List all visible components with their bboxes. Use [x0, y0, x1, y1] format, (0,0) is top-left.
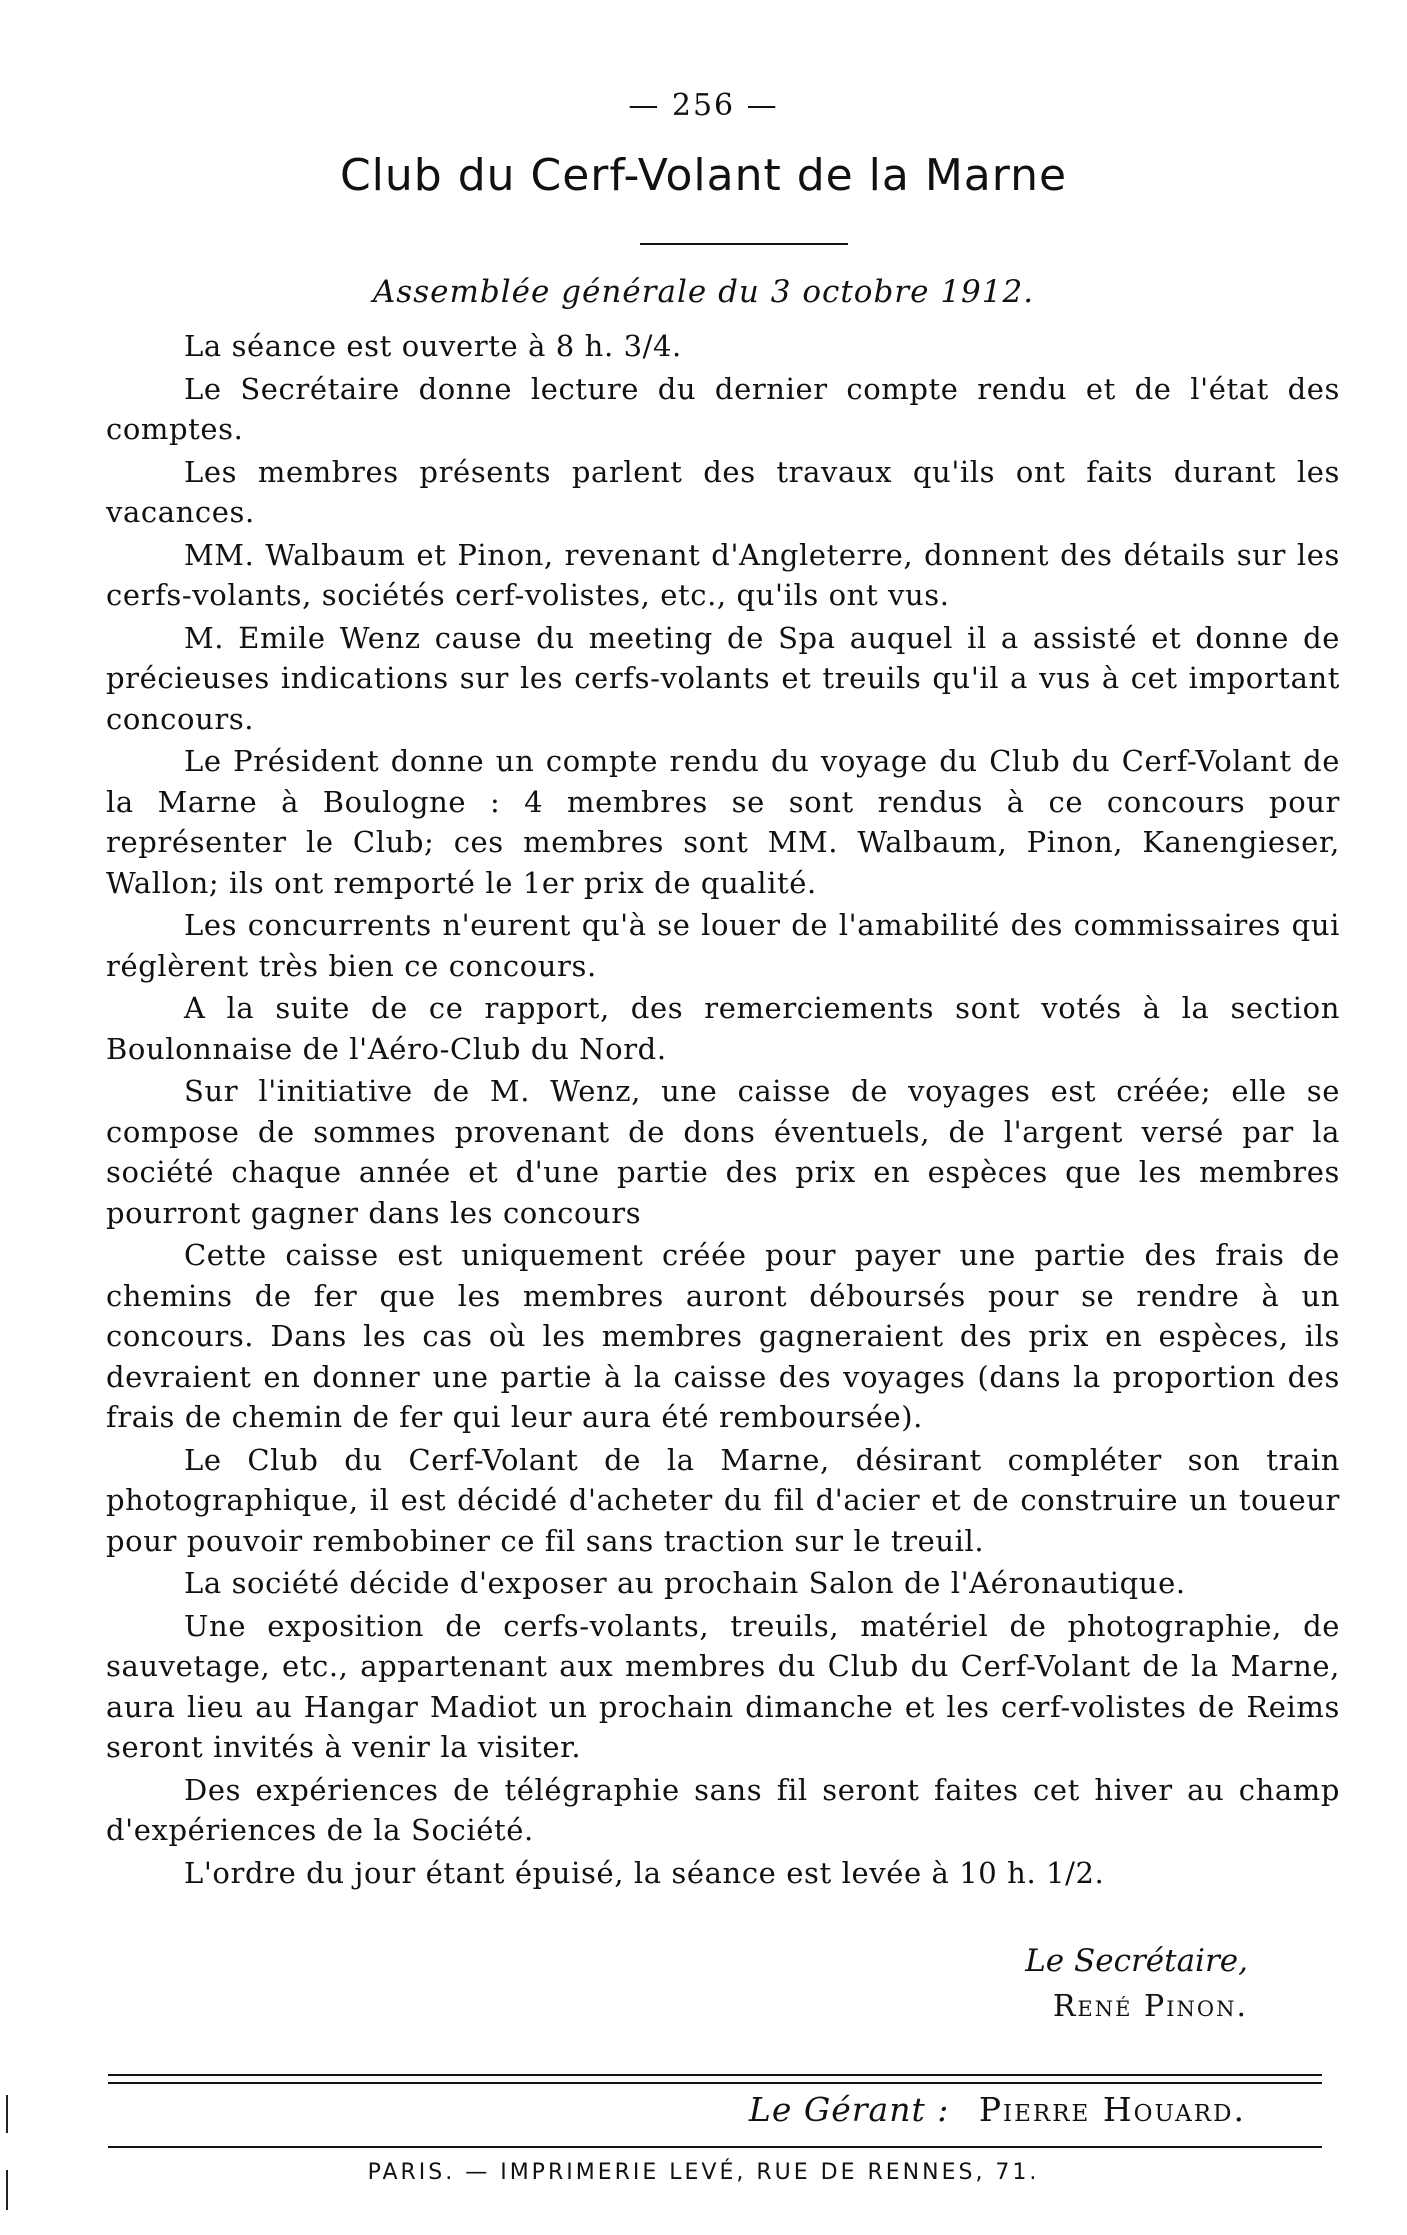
imprint-rule	[108, 2146, 1322, 2148]
paragraph: M. Emile Wenz cause du meeting de Spa auquel il a assisté et donne de précieuses indications sur les cerfs-volants et treuils qu'il a vus à cet important concours.	[106, 620, 1340, 736]
paragraph: Le Secrétaire donne lecture du dernier compte rendu et de l'état des comptes.	[106, 371, 1340, 446]
paragraph: A la suite de ce rapport, des remerciements sont votés à la section Boulonnaise de l'Aéro-Club du Nord.	[106, 991, 1340, 1066]
paragraph: Une exposition de cerfs-volants, treuils, matériel de photographie, de sauvetage, etc., appartenant aux membres du Club du Cerf-Volant de la Marne, aura lieu au Hangar Madiot un prochain dimanche et les cerf-volistes de Reims seront invités à venir la visiter.	[106, 1608, 1340, 1764]
page-title: Club du Cerf-Volant de la Marne	[339, 150, 1068, 201]
signature-role: Le Secrétaire,	[1025, 1943, 1248, 1979]
printer-imprint: PARIS. — IMPRIMERIE LEVÉ, RUE DE RENNES, 71.	[367, 2160, 1040, 2185]
signature-name: René Pinon.	[1052, 1989, 1248, 2024]
paragraph: Sur l'initiative de M. Wenz, une caisse de voyages est créée; elle se compose de sommes provenant de dons éventuels, de l'argent versé par la société chaque année et d'une partie des prix en espèces que les membres pourront gagner dans les concours	[106, 1074, 1340, 1230]
paragraph: Le Club du Cerf-Volant de la Marne, désirant compléter son train photographique, il est décidé d'acheter du fil d'acier et de construire un toueur pour pouvoir rembobiner ce fil sans traction sur le treuil.	[106, 1442, 1340, 1558]
gerant-line	[0, 2090, 1246, 2129]
scan-edge-mark	[6, 2095, 8, 2133]
footer-rule-upper	[108, 2074, 1322, 2076]
page-number: — 256 —	[628, 88, 779, 123]
minutes-body	[106, 326, 1340, 1895]
paragraph: La société décide d'exposer au prochain Salon de l'Aéronautique.	[184, 1566, 1186, 1600]
paragraph: La séance est ouverte à 8 h. 3/4.	[184, 329, 682, 363]
footer-rule-lower	[108, 2082, 1322, 2084]
paragraph: Des expériences de télégraphie sans fil seront faites cet hiver au champ d'expériences de la Société.	[106, 1772, 1340, 1847]
paragraph: MM. Walbaum et Pinon, revenant d'Angleterre, donnent des détails sur les cerfs-volants, sociétés cerf-volistes, etc., qu'ils ont vus.	[106, 537, 1340, 612]
paragraph: Le Président donne un compte rendu du voyage du Club du Cerf-Volant de la Marne à Boulogne : 4 membres se sont rendus à ce concours pour représenter le Club; ces membres sont MM. Walbaum, Pinon, Kanengieser, Wallon; ils ont remporté le 1er prix de qualité.	[106, 744, 1340, 900]
paragraph: Cette caisse est uniquement créée pour payer une partie des frais de chemins de fer que les membres auront déboursés pour se rendre à un concours. Dans les cas où les membres gagneraient des prix en espèces, ils devraient en donner une partie à la caisse des voyages (dans la proportion des frais de chemin de fer qui leur aura été remboursée).	[106, 1238, 1340, 1434]
gerant-label: Le Gérant :	[748, 2090, 950, 2129]
meeting-subtitle: Assemblée générale du 3 octobre 1912.	[372, 274, 1035, 310]
title-divider	[640, 243, 848, 245]
paragraph: Les membres présents parlent des travaux qu'ils ont faits durant les vacances.	[106, 454, 1340, 529]
paragraph: L'ordre du jour étant épuisé, la séance est levée à 10 h. 1/2.	[184, 1855, 1105, 1890]
signature-block	[0, 1938, 1248, 2030]
gerant-name: Pierre Houard.	[978, 2090, 1246, 2129]
scan-edge-mark	[6, 2170, 8, 2210]
paragraph: Les concurrents n'eurent qu'à se louer de l'amabilité des commissaires qui réglèrent très bien ce concours.	[106, 908, 1340, 983]
